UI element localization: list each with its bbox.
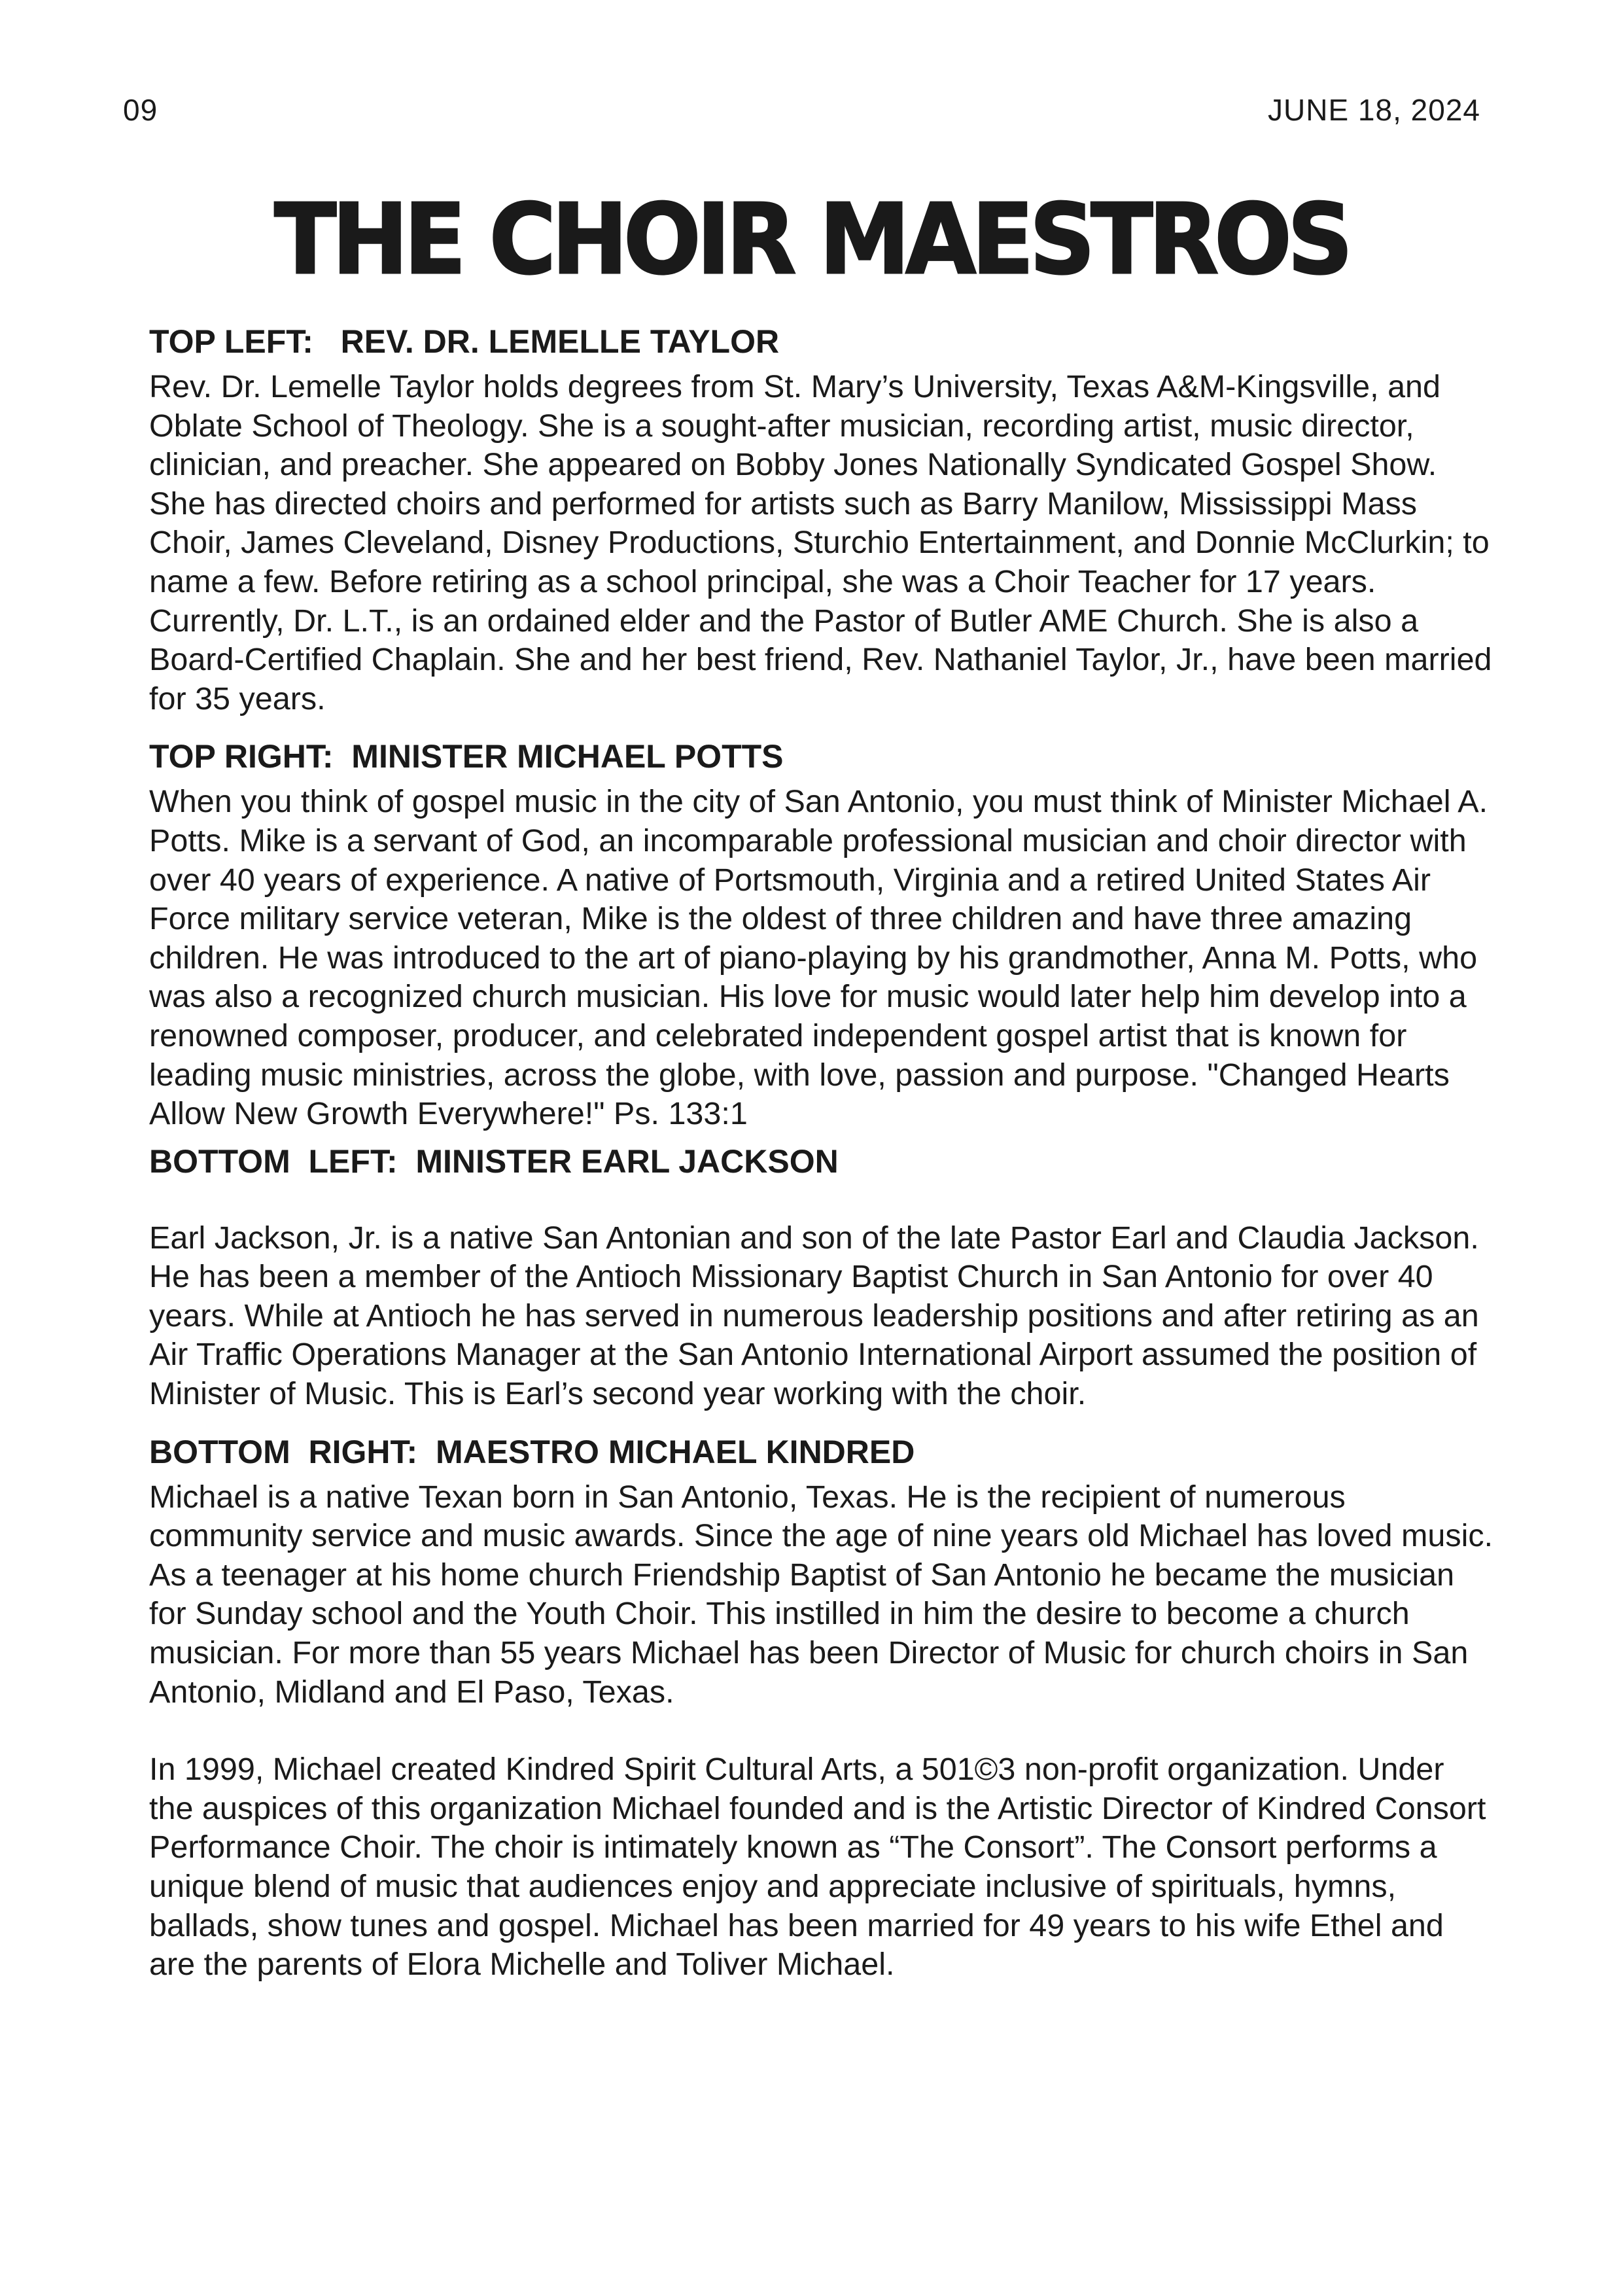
section-heading: BOTTOM LEFT: MINISTER EARL JACKSON [149, 1142, 839, 1180]
section-heading: TOP LEFT: REV. DR. LEMELLE TAYLOR [149, 323, 780, 360]
page-number: 09 [123, 93, 158, 127]
article-body [149, 321, 1497, 1985]
bio-section-top-right [149, 735, 1497, 1133]
section-heading: TOP RIGHT: MINISTER MICHAEL POTTS [149, 738, 784, 775]
section-paragraph: Rev. Dr. Lemelle Taylor holds degrees from St. Mary’s University, Texas A&M-Kingsville, and Oblate School of Theology. She is a sought-after musician, recording artist, music director, clinician, and preacher. She appeared on Bobby Jones Nationally Syndicated Gospel Show. She has directed choirs and performed for artists such as Barry Manilow, Mississippi Mass Choir, James Cleveland, Disney Productions, Sturchio Entertainment, and Donnie McClurkin; to name a few. Before retiring as a school principal, she was a Choir Teacher for 17 years. Currently, Dr. L.T., is an ordained elder and the Pastor of Butler AME Church. She is also a Board-Certified Chaplain. She and her best friend, Rev. Nathaniel Taylor, Jr., have been married for 35 years. [149, 369, 1492, 716]
bio-section-bottom-right [149, 1431, 1497, 1985]
section-paragraph: When you think of gospel music in the city of San Antonio, you must think of Minister Michael A. Potts. Mike is a servant of God, an incomparable professional musician and choir director with over 40 years of experience. A native of Portsmouth, Virginia and a retired United States Air Force military service veteran, Mike is the oldest of three children and have three amazing children. He was introduced to the art of piano-playing by his grandmother, Anna M. Potts, who was also a recognized church musician. His love for music would later help him develop into a renowned composer, producer, and celebrated independent gospel artist that is known for leading music ministries, across the globe, with love, passion and purpose. "Changed Hearts Allow New Growth Everywhere!" Ps. 133:1 [149, 784, 1488, 1132]
section-paragraph: Earl Jackson, Jr. is a native San Antonian and son of the late Pastor Earl and Claudia Jackson. He has been a member of the Antioch Missionary Baptist Church in San Antonio for over 40 years. While at Antioch he has served in numerous leadership positions and after retiring as an Air Traffic Operations Manager at the San Antonio International Airport assumed the position of Minister of Music. This is Earl’s second year working with the choir. [149, 1220, 1479, 1412]
section-paragraph: In 1999, Michael created Kindred Spirit Cultural Arts, a 501©3 non-profit organization. Under the auspices of this organization Michael founded and is the Artistic Director of Kindred Consort Performance Choir. The choir is intimately known as “The Consort”. The Consort performs a unique blend of music that audiences enjoy and appreciate inclusive of spirituals, hymns, ballads, show tunes and gospel. Michael has been married for 49 years to his wife Ethel and are the parents of Elora Michelle and Toliver Michael. [149, 1752, 1486, 1983]
page-title: THE CHOIR MAESTROS [274, 183, 1349, 296]
bio-section-top-left [149, 321, 1497, 718]
section-heading: BOTTOM RIGHT: MAESTRO MICHAEL KINDRED [149, 1433, 915, 1470]
page-date: JUNE 18, 2024 [1268, 93, 1480, 127]
section-paragraph: Michael is a native Texan born in San Antonio, Texas. He is the recipient of numerous community service and music awards. Since the age of nine years old Michael has loved music. As a teenager at his home church Friendship Baptist of San Antonio he became the musician for Sunday school and the Youth Choir. This instilled in him the desire to become a church musician. For more than 55 years Michael has been Director of Music for church choirs in San Antonio, Midland and El Paso, Texas. [149, 1479, 1493, 1710]
bio-section-bottom-left [149, 1140, 1497, 1414]
